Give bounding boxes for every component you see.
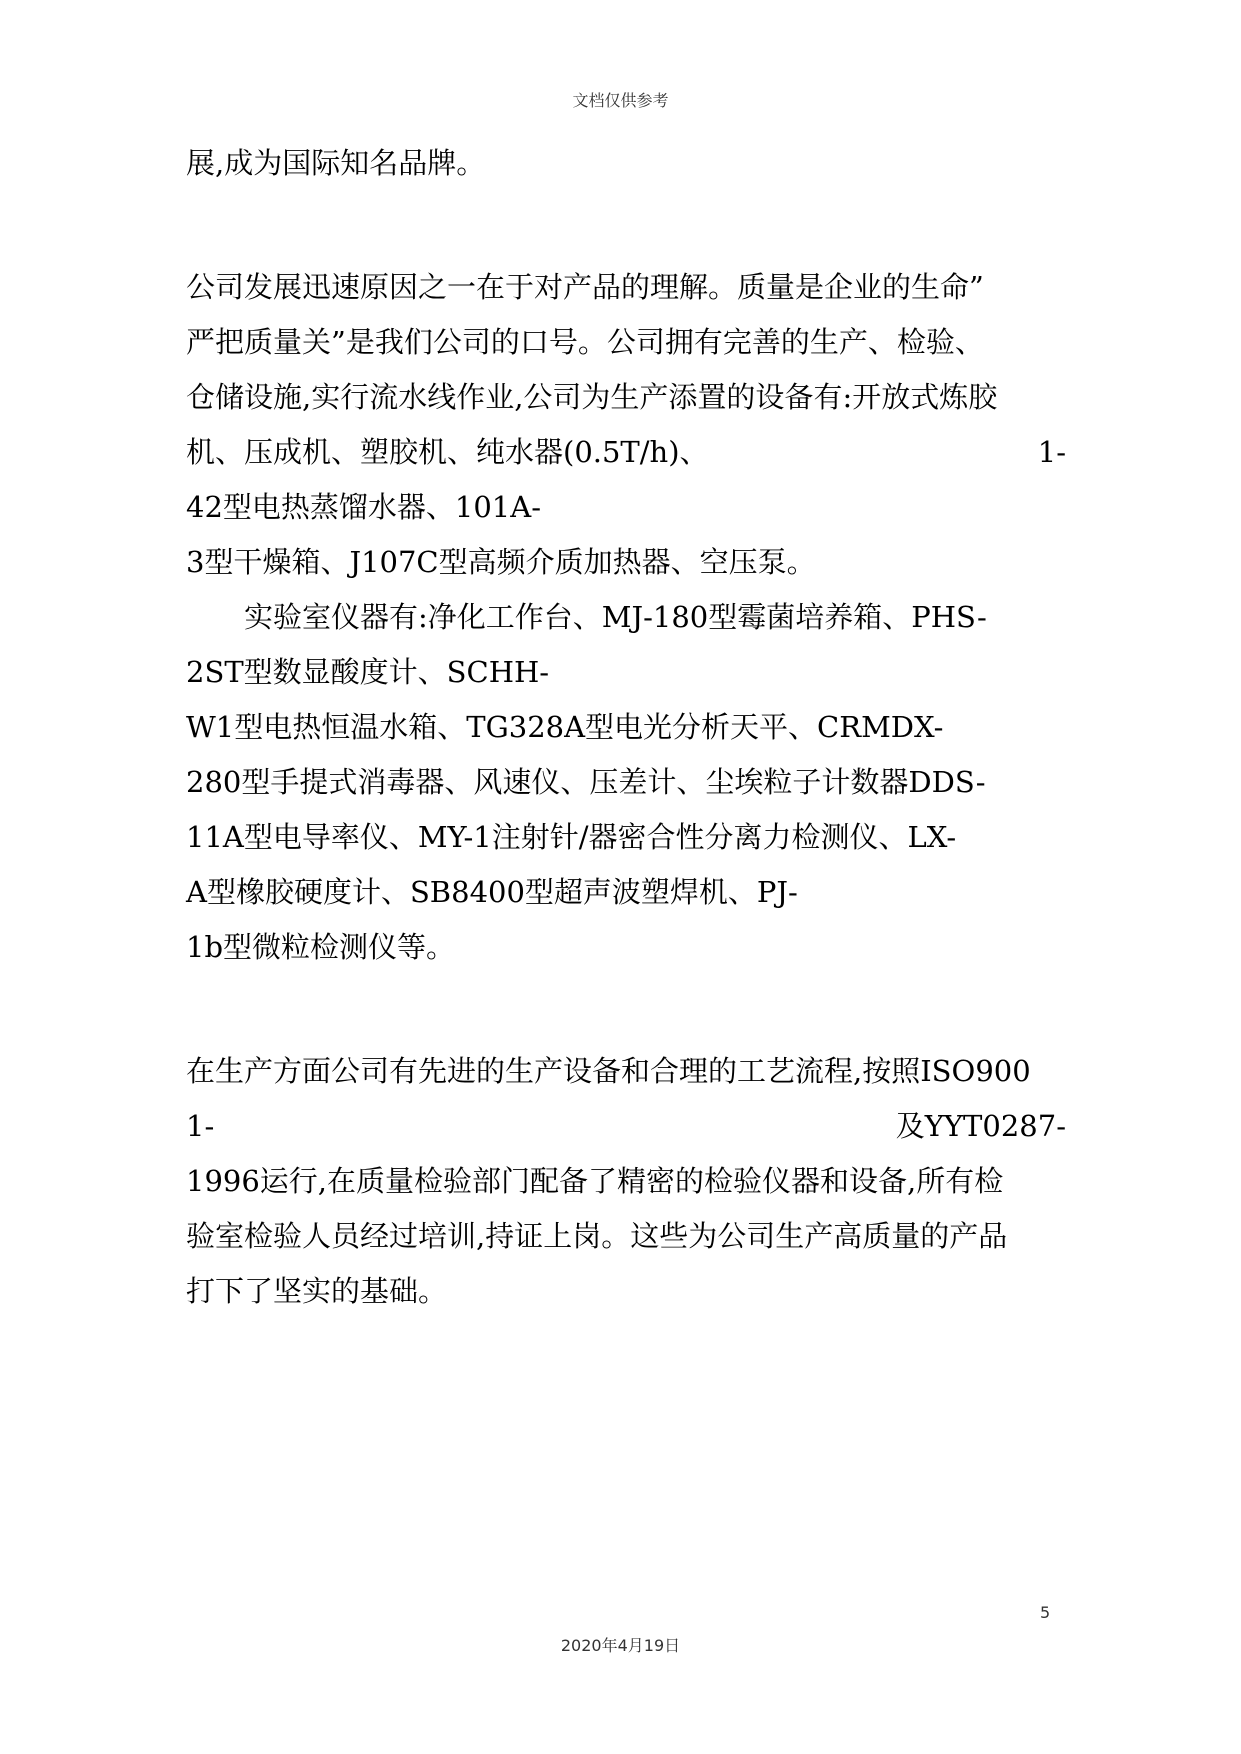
text-line <box>186 430 1066 474</box>
page-footer-date: 2020年4月19日 <box>560 1636 681 1655</box>
text-line: 实验室仪器有:净化工作台、MJ-180型霉菌培养箱、PHS- <box>244 600 987 634</box>
text-line: 42型电热蒸馏水器、101A- <box>186 490 541 524</box>
text-line: 1996运行,在质量检验部门配备了精密的检验仪器和设备,所有检 <box>186 1164 1004 1198</box>
text-line: W1型电热恒温水箱、TG328A型电光分析天平、CRMDX- <box>186 710 944 744</box>
text-segment: 机、压成机、塑胶机、纯水器(0.5T/h)、 <box>186 435 709 469</box>
text-line: 2ST型数显酸度计、SCHH- <box>186 655 550 689</box>
text-line: 验室检验人员经过培训,持证上岗。这些为公司生产高质量的产品 <box>186 1219 1008 1253</box>
page-header: 文档仅供参考 <box>572 91 669 110</box>
text-segment: 1- <box>1037 435 1066 469</box>
text-line: 公司发展迅速原因之一在于对产品的理解。质量是企业的生命” <box>186 270 984 304</box>
text-line: 仓储设施,实行流水线作业,公司为生产添置的设备有:开放式炼胶 <box>186 380 998 414</box>
text-line: 在生产方面公司有先进的生产设备和合理的工艺流程,按照ISO900 <box>186 1054 1031 1088</box>
text-line: 11A型电导率仪、MY-1注射针/器密合性分离力检测仪、LX- <box>186 820 957 854</box>
text-line: 280型手提式消毒器、风速仪、压差计、尘埃粒子计数器DDS- <box>186 765 986 799</box>
text-line: 严把质量关”是我们公司的口号。公司拥有完善的生产、检验、 <box>186 325 984 359</box>
text-line: 3型干燥箱、J107C型高频介质加热器、空压泵。 <box>186 545 816 579</box>
text-segment: 及YYT0287- <box>895 1109 1066 1143</box>
text-line <box>186 1104 1066 1148</box>
text-segment: 1- <box>186 1109 215 1143</box>
text-line: 1b型微粒检测仪等。 <box>186 930 456 964</box>
text-line: A型橡胶硬度计、SB8400型超声波塑焊机、PJ- <box>186 875 798 909</box>
page-number: 5 <box>1040 1603 1051 1622</box>
text-line: 展,成为国际知名品牌。 <box>186 146 486 180</box>
text-line: 打下了坚实的基础。 <box>186 1274 448 1308</box>
